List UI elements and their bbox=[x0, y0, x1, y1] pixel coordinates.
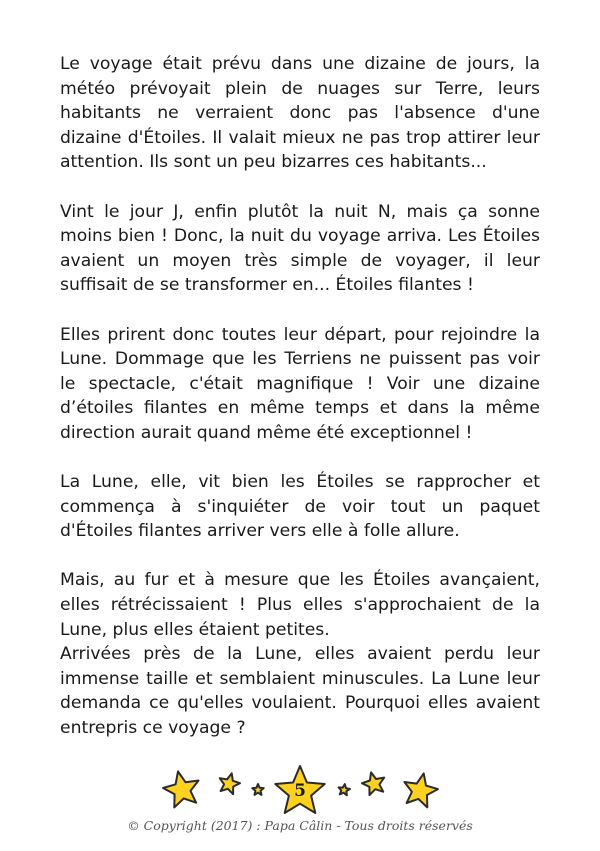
paragraph-3: Elles prirent donc toutes leur départ, pour rejoindre la Lune. Dommage que les Terriens ne puissent pas voir le spectacle, c'était magnifique ! Voir une dizaine d’étoiles filantes en même temps et dans la même direction aurait quand même été exceptionnel ! bbox=[60, 324, 540, 443]
star-decoration bbox=[0, 760, 600, 820]
star-icon bbox=[339, 784, 350, 795]
paragraph-2: Vint le jour J, enfin plutôt la nuit N, mais ça sonne moins bien ! Donc, la nuit du voyage arriva. Les Étoiles avaient un moyen très simple de voyager, il leur suffisait de se transformer en... Étoiles filantes ! bbox=[60, 201, 540, 296]
star-icon bbox=[220, 773, 240, 794]
star-icon bbox=[404, 773, 438, 807]
page-number: 5 bbox=[294, 781, 306, 801]
star-icon bbox=[362, 772, 384, 795]
star-icon bbox=[252, 784, 263, 795]
page-number-star-icon bbox=[275, 766, 324, 813]
paragraph-1: Le voyage était prévu dans une dizaine de jours, la météo prévoyait plein de nuages sur Terre, leurs habitants ne verraient donc pas l'absence d'une dizaine d'Étoiles. Il valait mieux ne pas trop attirer leur attention. Ils sont un peu bizarres ces habitants... bbox=[60, 54, 540, 173]
story-text bbox=[60, 52, 540, 765]
paragraph-5: Mais, au fur et à mesure que les Étoiles avançaient, elles rétrécissaient ! Plus elles s'approchaient de la Lune, plus elles étaient petites. bbox=[60, 570, 540, 640]
paragraph-6: Arrivées près de la Lune, elles avaient perdu leur immense taille et semblaient minuscules. La Lune leur demanda ce qu'elles voulaient. Pourquoi elles avaient entrepris ce voyage ? bbox=[60, 644, 540, 739]
paragraph-4: La Lune, elle, vit bien les Étoiles se rapprocher et commença à s'inquiéter de voir tout un paquet d'Étoiles filantes arriver vers elle à folle allure. bbox=[60, 472, 540, 542]
copyright-notice: © Copyright (2017) : Papa Câlin - Tous droits réservés bbox=[127, 818, 473, 833]
star-icon bbox=[163, 771, 198, 807]
